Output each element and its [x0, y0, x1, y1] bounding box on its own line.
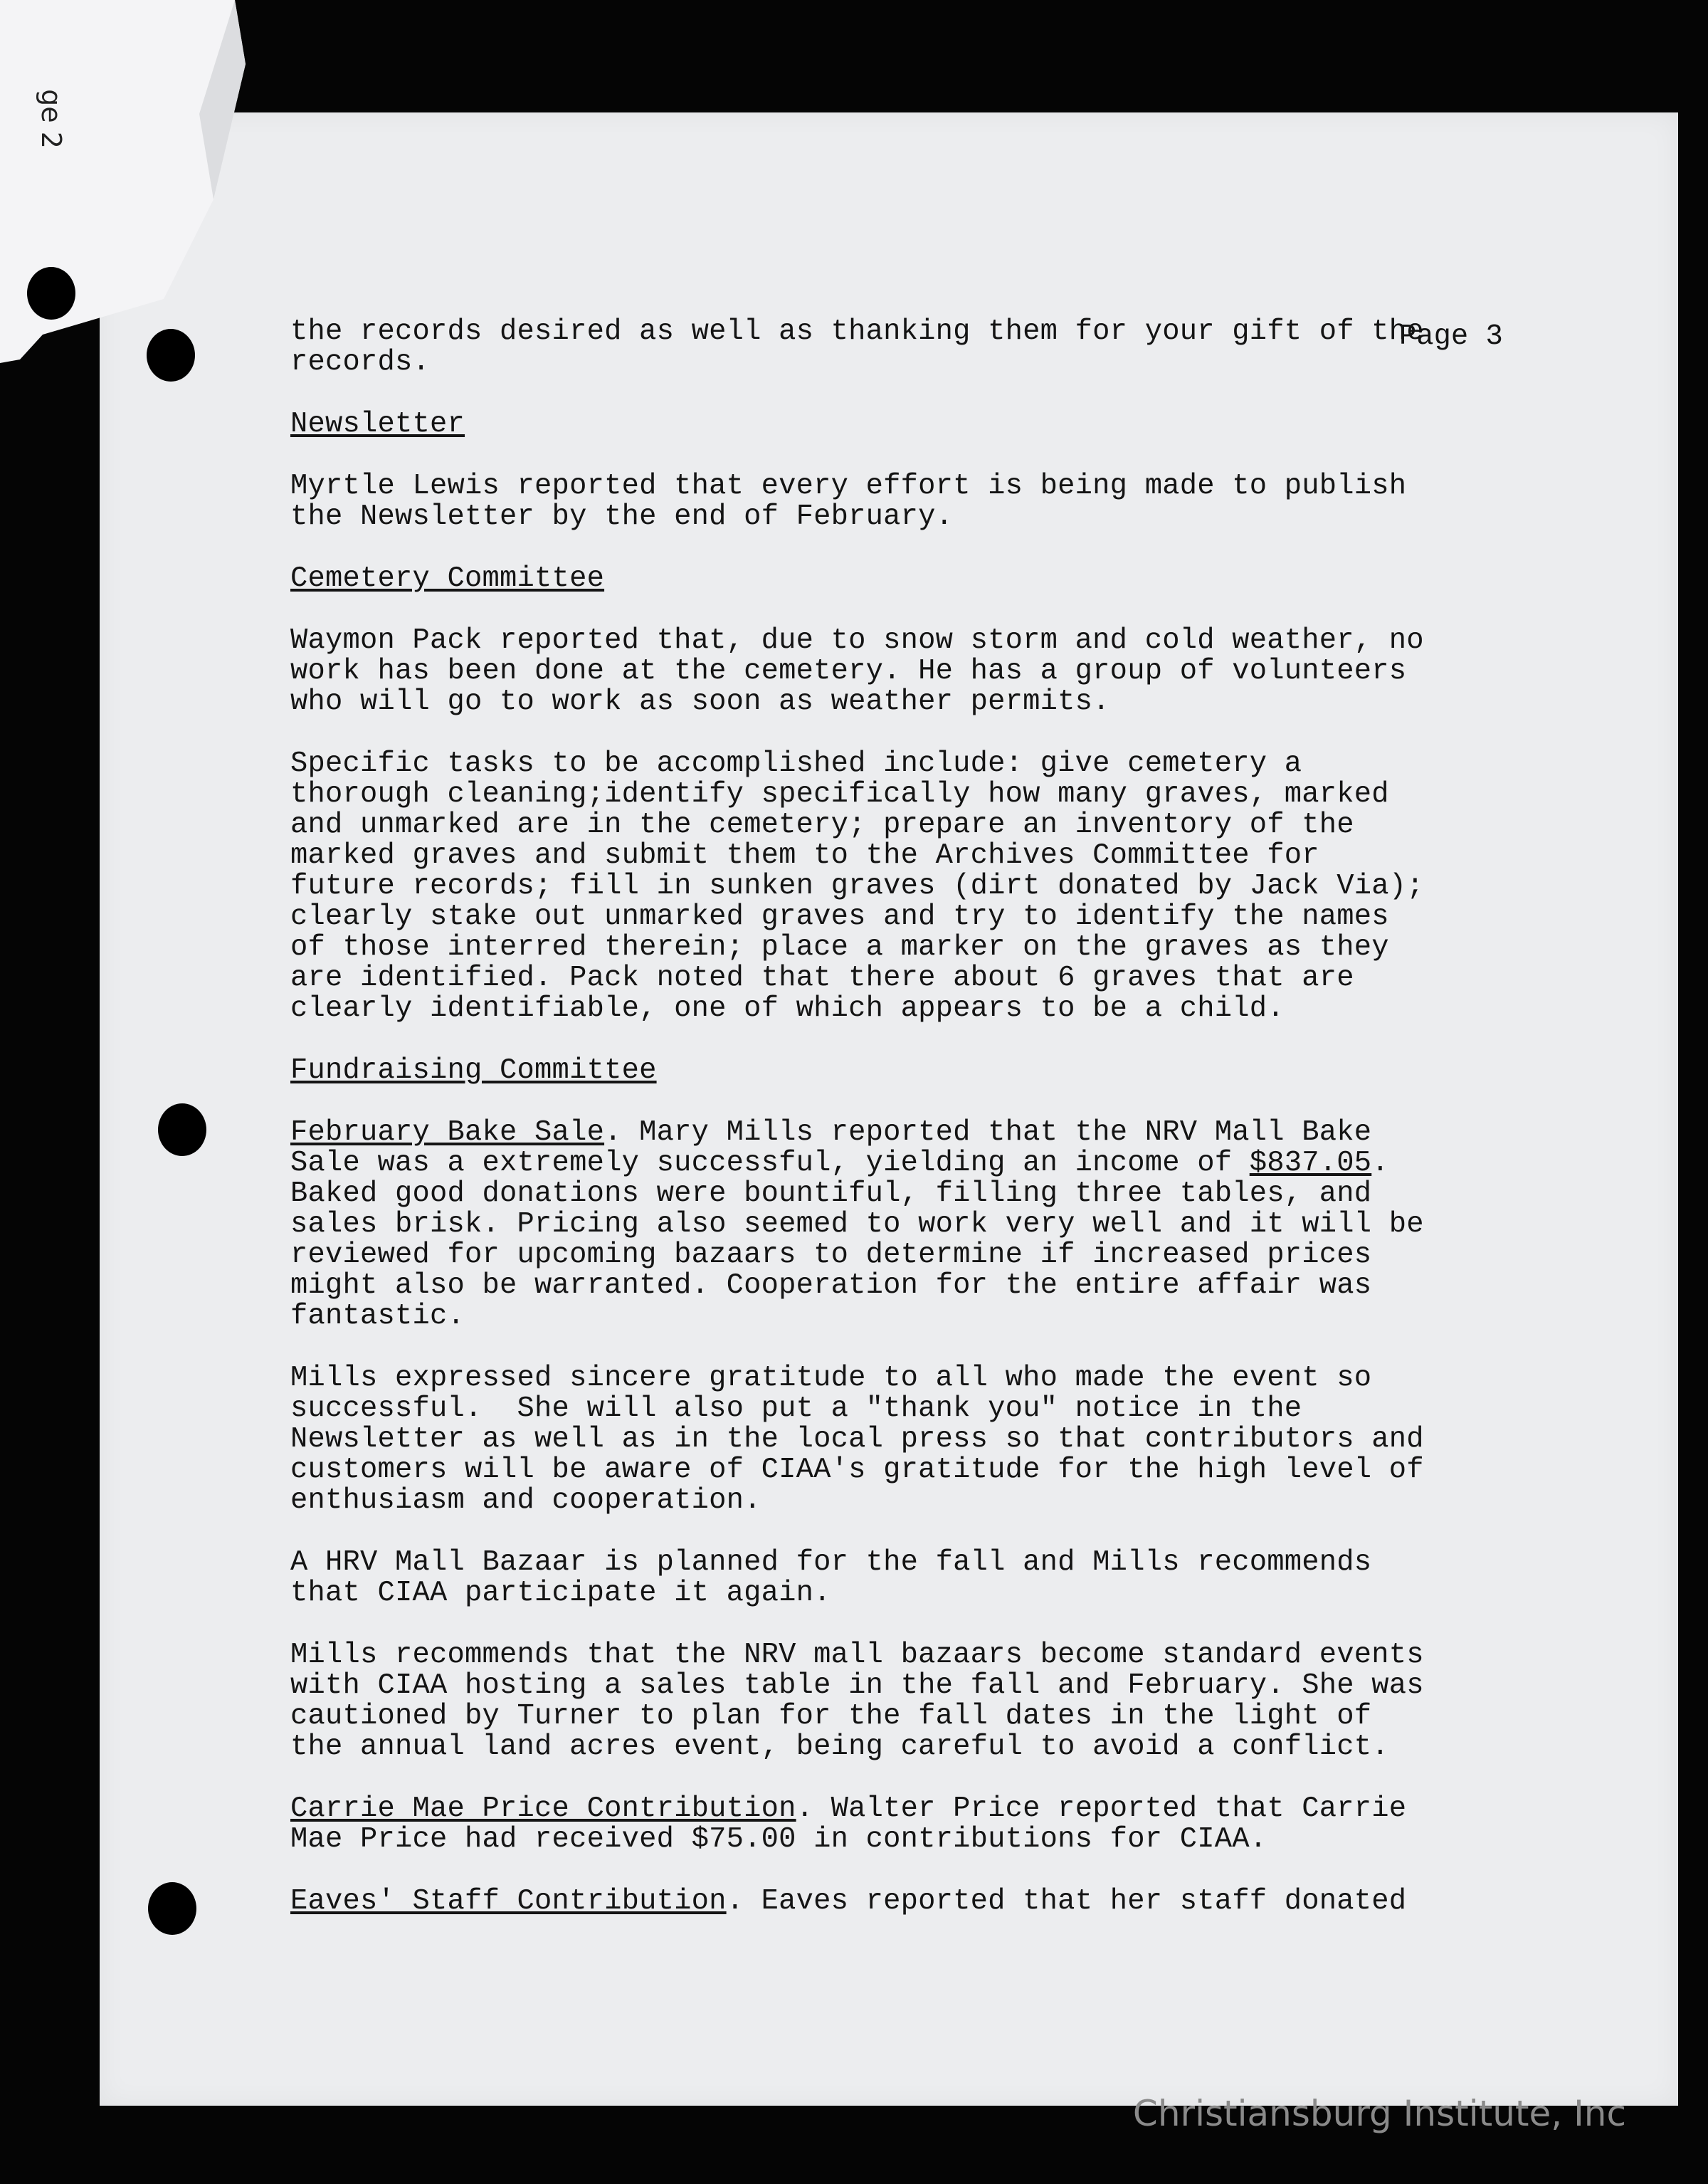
paragraph-text: the records desired as well as thanking them for your gift of the records. [290, 315, 1424, 379]
paragraph-text: Waymon Pack reported that, due to snow storm and cold weather, no work has been done at the cemetery. He has a group of volunteers who will go to work as soon as weather permits. [290, 624, 1424, 718]
paragraph [290, 749, 1514, 1024]
section-heading [290, 564, 1514, 594]
paragraph [290, 1794, 1514, 1855]
binder-hole [158, 1103, 206, 1156]
binder-hole [147, 329, 195, 382]
paragraph-text: . Baked good donations were bountiful, filling three tables, and sales brisk. Pricing also seemed to work very well and it will be reviewed for upcoming bazaars to determine if increased prices might also be warranted. Cooperation for the entire affair was fantastic. [290, 1147, 1424, 1333]
binder-hole [27, 267, 75, 320]
heading-newsletter: Newsletter [290, 408, 465, 441]
subheading-eaves-contribution: Eaves' Staff Contribution [290, 1885, 727, 1918]
income-amount: $837.05 [1249, 1147, 1372, 1180]
paragraph-text: . Eaves reported that her staff donated [726, 1885, 1407, 1918]
binder-hole [148, 1882, 196, 1935]
paragraph [290, 1886, 1514, 1917]
paragraph [290, 317, 1514, 378]
paragraph [290, 1640, 1514, 1763]
paragraph-text: Mills expressed sincere gratitude to all who made the event so successful. She will also put a "thank you" notice in the Newsletter as well as in the local press so that contributors and customers will be aware of CIAA's gratitude for the high level of enthusiasm and cooperation. [290, 1362, 1424, 1517]
paragraph-text: A HRV Mall Bazaar is planned for the fall and Mills recommends that CIAA participate it again. [290, 1546, 1372, 1610]
section-heading [290, 1056, 1514, 1086]
document-body [290, 317, 1514, 1948]
paragraph [290, 1363, 1514, 1516]
paragraph-text: Mills recommends that the NRV mall bazaars become standard events with CIAA hosting a sales table in the fall and February. She was cautioned by Turner to plan for the fall dates in the light of the annual land acres event, being careful to avoid a conflict. [290, 1639, 1424, 1763]
subheading-bake-sale: February Bake Sale [290, 1116, 605, 1149]
heading-fundraising-committee: Fundraising Committee [290, 1054, 657, 1087]
paragraph [290, 471, 1514, 532]
paragraph [290, 1118, 1514, 1332]
paragraph-text: Myrtle Lewis reported that every effort is being made to publish the Newsletter by the end of February. [290, 470, 1407, 533]
page-number: Page 3 [1399, 320, 1503, 353]
paragraph [290, 626, 1514, 718]
subheading-price-contribution: Carrie Mae Price Contribution [290, 1792, 796, 1825]
paragraph-text: . Walter Price reported that Carrie Mae Price had received $75.00 in contributions for CIAA. [290, 1792, 1407, 1856]
watermark: Christiansburg Institute, Inc [1132, 2093, 1626, 2134]
paragraph-text: Specific tasks to be accomplished include: give cemetery a thorough cleaning;identify specifically how many graves, marked and unmarked are in the cemetery; prepare an inventory of the marked graves and submit them to the Archives Committee for future records; fill in sunken graves (dirt donated by Jack Via); clearly stake out unmarked graves and try to identify the names of those interred therein; place a marker on the graves as they are identified. Pack noted that there about 6 graves that are clearly identifiable, one of which appears to be a child. [290, 747, 1424, 1025]
heading-cemetery-committee: Cemetery Committee [290, 562, 605, 595]
paragraph-text: . Mary Mills reported that the NRV Mall Bake Sale was a extremely successful, yielding an income of [290, 1116, 1372, 1180]
paragraph [290, 1548, 1514, 1609]
section-heading [290, 409, 1514, 440]
corner-tab-label: ge 2 [35, 89, 67, 149]
